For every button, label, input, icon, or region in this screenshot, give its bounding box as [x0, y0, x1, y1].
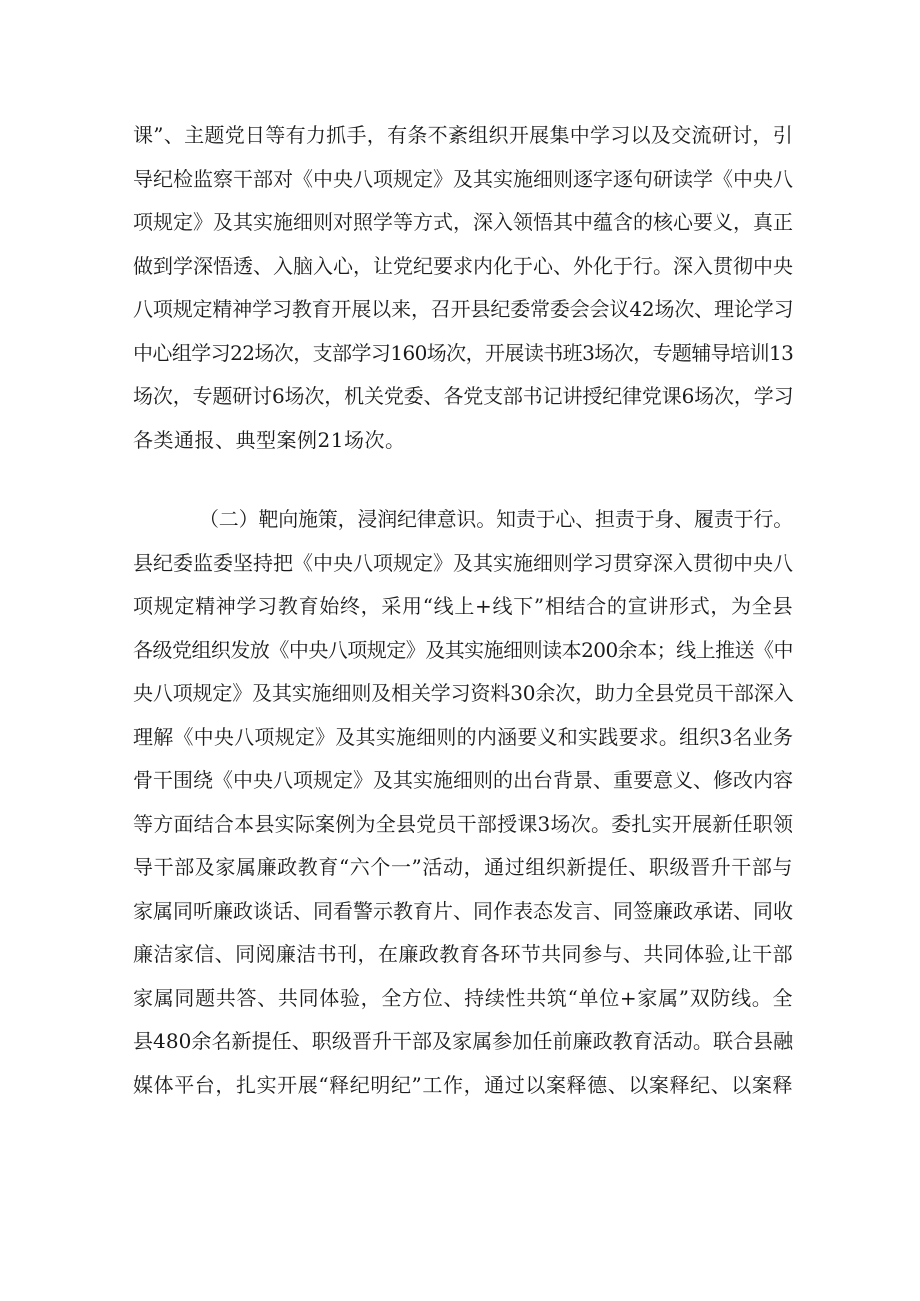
paragraph-targeted-measures [133, 498, 793, 1107]
text-line: 导纪检监察干部对《中央八项规定》及其实施细则逐字逐句研读学《中央八 [133, 166, 793, 191]
text-line: 做到学深悟透、入脑入心，让党纪要求内化于心、外化于行。深入贯彻中央 [133, 253, 793, 278]
text-line: 项规定精神学习教育始终，采用“线上+线下”相结合的宣讲形式，为全县 [133, 594, 793, 618]
text-line: 骨干围绕《中央八项规定》及其实施细则的出台背景、重要意义、修改内容 [133, 768, 793, 792]
text-line: 导干部及家属廉政教育“六个一”活动，通过组织新提任、职级晋升干部与 [133, 855, 793, 879]
text-line: 八项规定精神学习教育开展以来，召开县纪委常委会会议42场次、理论学习 [133, 297, 794, 321]
document-body [133, 114, 793, 1107]
text-line: 央八项规定》及其实施细则及相关学习资料30余次，助力全县党员干部深入 [133, 681, 794, 705]
text-line: 家属同听廉政谈话、同看警示教育片、同作表态发言、同签廉政承诺、同收 [133, 898, 793, 923]
text-line: 等方面结合本县实际案例为全县党员干部授课3场次。委扎实开展新任职领 [133, 811, 794, 836]
text-line: 理解《中央八项规定》及其实施细则的内涵要义和实践要求。组织3名业务 [133, 724, 794, 749]
text-line: 场次，专题研讨6场次，机关党委、各党支部书记讲授纪律党课6场次，学习 [133, 384, 794, 408]
text-line: 媒体平台，扎实开展“释纪明纪”工作，通过以案释德、以案释纪、以案释 [133, 1072, 793, 1097]
text-line: 项规定》及其实施细则对照学等方式，深入领悟其中蕴含的核心要义，真正 [133, 210, 793, 234]
text-line: 家属同题共答、共同体验，全方位、持续性共筑“单位+家属”双防线。全 [133, 985, 793, 1010]
section-heading-line: （二）靶向施策，浸润纪律意识。知责于心、担责于身、履责于行。 [199, 507, 793, 531]
text-line: 县纪委监委坚持把《中央八项规定》及其实施细则学习贯穿深入贯彻中央八 [133, 550, 793, 575]
text-line: 课”、主题党日等有力抓手，有条不紊组织开展集中学习以及交流研讨，引 [133, 123, 793, 147]
paragraph-study-activities [133, 114, 793, 462]
text-line: 各类通报、典型案例21场次。 [133, 427, 406, 452]
text-line: 各级党组织发放《中央八项规定》及其实施细则读本200余本；线上推送《中 [133, 637, 793, 662]
text-line: 县480余名新提任、职级晋升干部及家属参加任前廉政教育活动。联合县融 [133, 1029, 794, 1053]
text-line: 廉洁家信、同阅廉洁书刊，在廉政教育各环节共同参与、共同体验,让干部 [133, 942, 793, 966]
text-line: 中心组学习22场次，支部学习160场次，开展读书班3场次，专题辅导培训13 [133, 340, 794, 365]
